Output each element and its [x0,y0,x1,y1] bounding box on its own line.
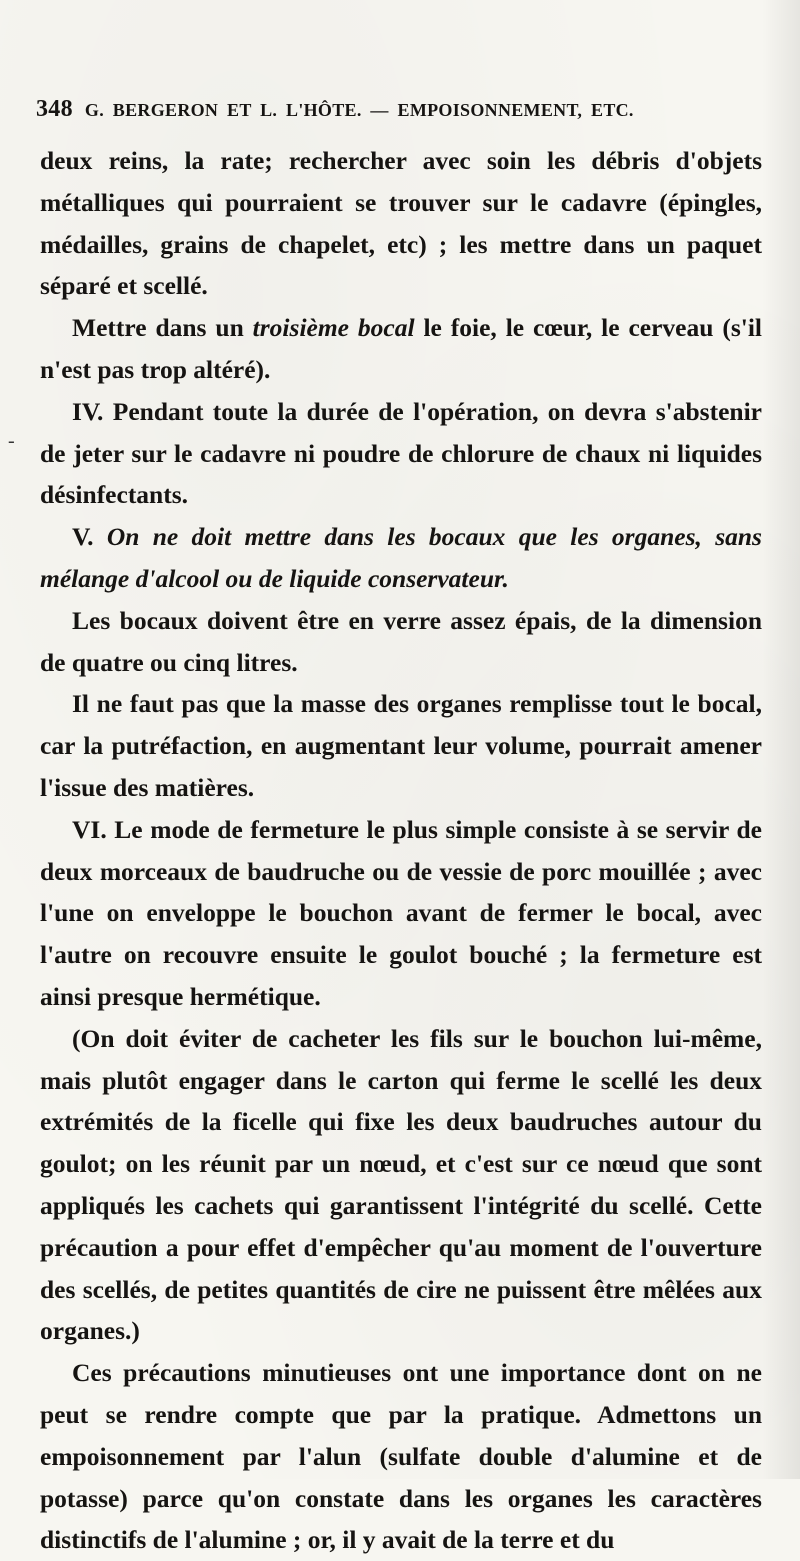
running-head-title: G. BERGERON ET L. L'HÔTE. — EMPOISONNEMENT, ETC. [84,100,634,120]
section-numeral: V. [72,522,107,552]
paragraph-precautions: Ces précautions minutieuses ont une importance dont on ne peut se rendre compte que par la pratique. Admettons un empoisonnement par l'alun (sulfate double d'alumine et de potasse) parce qu'on constate dans les organes les caractères distinctifs de l'alumine ; or, il y avait de la terre et du [40,1358,762,1555]
emphasis-troisieme-bocal: troisième bocal [252,313,415,343]
paragraph-section-iv: IV. Pendant toute la durée de l'opération, on devra s'abstenir de jeter sur le cadavre ni poudre de chlorure de chaux ni liquides désinfectants. [40,396,762,510]
paragraph-section-vi: VI. Le mode de fermeture le plus simple consiste à se servir de deux morceaux de baudruche ou de vessie de porc mouillée ; avec l'une on enveloppe le bouchon avant de fermer le bocal, avec l'autre on recouvre ensuite le goulot bouché ; la fermeture est ainsi presque hermétique. [40,814,762,1011]
margin-tick-mark: - [8,430,15,452]
page-number: 348 [36,96,73,122]
paragraph-section-v [40,516,762,600]
paragraph-jars-glass: Les bocaux doivent être en verre assez épais, de la dimension de quatre ou cinq litres. [40,605,762,677]
paragraph-organ-mass: Il ne faut pas que la masse des organes remplisse tout le bocal, car la putréfaction, en augmentant leur volume, pourrait amener l'issue des matières. [40,689,762,802]
paragraph-seal-note: (On doit éviter de cacheter les fils sur le bouchon lui-même, mais plutôt engager dans le carton qui ferme le scellé les deux extrémités de la ficelle qui fixe les deux baudruches autour du goulot; on les réunit par un nœud, et c'est sur ce nœud que sont appliqués les cachets qui garantissent l'intégrité du scellé. Cette précaution a pour effet d'empêcher qu'au moment de l'ouverture des scellés, de petites quantités de cire ne puissent être mêlées aux organes.) [40,1023,762,1346]
body-text [40,140,762,1561]
paragraph-text: le foie, le cœur, le cerveau (s'il n'est pas trop altéré). [40,313,763,384]
paragraph-continuation: deux reins, la rate; rechercher avec soin les débris d'objets métalliques qui pourraient se trouver sur le cadavre (épingles, médailles, grains de chapelet, etc) ; les mettre dans un paquet séparé et scellé. [40,146,762,301]
emphasis-section-v: On ne doit mettre dans les bocaux que les organes, sans mélange d'alcool ou de liquide conservateur. [40,522,762,593]
page-edge-shadow [762,0,800,1479]
paragraph-third-jar [40,307,762,391]
paragraph-text: Mettre dans un [72,313,253,343]
running-header [36,96,766,123]
